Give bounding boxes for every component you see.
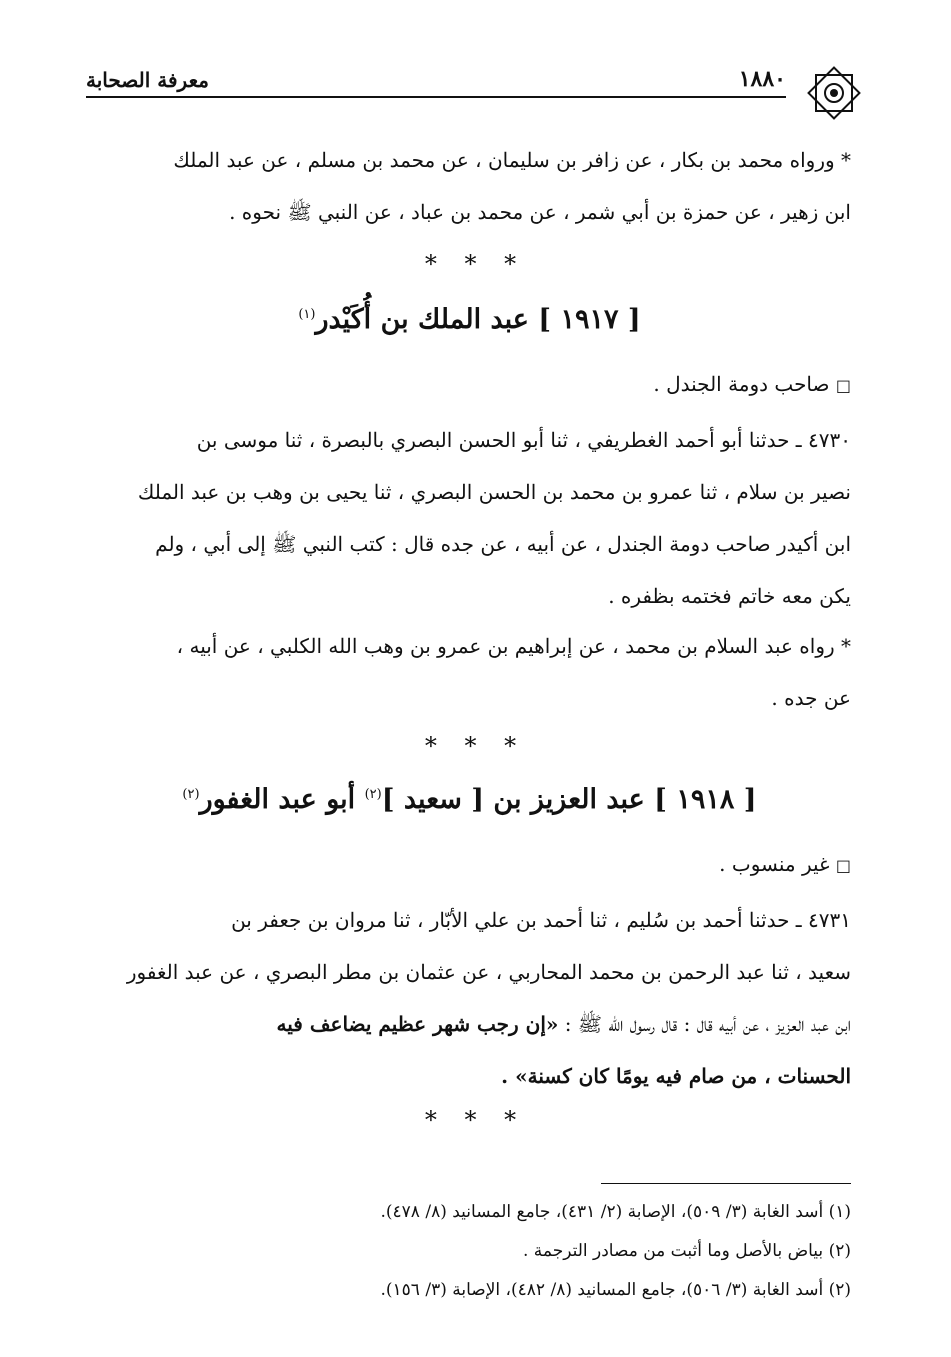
text-line: * ورواه محمد بن بكار ، عن زافر بن سليمان ، عن محمد بن مسلم ، عن عبد الملك — [173, 148, 851, 172]
separator-stars: * * * — [424, 732, 527, 760]
footnote-item: (٢) أسد الغابة (٣/ ٥٠٦)، جامع المسانيد (٨/ ٤٨٢)، الإصابة (٣/ ١٥٦). — [380, 1280, 851, 1300]
descriptor-text: غير منسوب . — [719, 852, 830, 876]
entry-descriptor — [88, 358, 851, 412]
hadith-4731 — [88, 894, 851, 1102]
text-line: عن جده . — [771, 686, 851, 710]
separator-stars: * * * — [424, 1106, 527, 1134]
footnote-marker: (١) — [298, 307, 316, 322]
text-line — [88, 998, 851, 1050]
footnote-marker: (٢) — [182, 787, 200, 802]
square-bullet-icon: □ — [835, 856, 851, 875]
footnote-item: (٢) بياض بالأصل وما أثبت من مصادر الترجمة . — [522, 1241, 851, 1261]
text-line: سعيد ، ثنا عبد الرحمن بن محمد المحاربي ، عن عثمان بن مطر البصري ، عن عبد الغفور — [126, 960, 851, 984]
prophetic-saying: «إن رجب شهر عظيم يضاعف فيه — [276, 1012, 559, 1036]
square-bullet-icon: □ — [835, 376, 851, 395]
entry-heading-kunya: أبو عبد الغفور — [199, 784, 365, 815]
text-line: ابن أكيدر صاحب دومة الجندل ، عن أبيه ، عن جده قال : كتب النبي ﷺ إلى أبي ، ولم — [155, 532, 851, 556]
text-line: يكن معه خاتم فختمه بظفره . — [608, 584, 851, 608]
entry-heading-text: [ ١٩١٧ ] عبد الملك بن أُكَيْدر — [315, 304, 641, 335]
footnote-marker: (٢) — [364, 787, 382, 802]
ornament-star-icon — [803, 62, 865, 124]
page-number: ١٨٨٠ — [738, 66, 786, 92]
footnote-rule — [601, 1183, 851, 1184]
continuation-paragraph — [88, 134, 851, 238]
hadith-4730 — [88, 414, 851, 622]
entry-heading-1917 — [88, 304, 851, 335]
text-line: ٤٧٣٠ ـ حدثنا أبو أحمد الغطريفي ، ثنا أبو الحسن البصري بالبصرة ، ثنا موسى بن — [196, 428, 851, 452]
footnotes — [88, 1193, 851, 1310]
separator-stars: * * * — [424, 250, 527, 278]
text-line: نصير بن سلام ، ثنا عمرو بن محمد بن الحسن البصري ، ثنا يحيى بن وهب بن عبد الملك — [137, 480, 851, 504]
descriptor-text: صاحب دومة الجندل . — [653, 372, 830, 396]
footnote-item: (١) أسد الغابة (٣/ ٥٠٩)، الإصابة (٢/ ٤٣١)، جامع المسانيد (٨/ ٤٧٨). — [380, 1202, 851, 1222]
entry-heading-text: [ ١٩١٨ ] عبد العزيز بن [ سعيد ] — [381, 784, 757, 815]
text-line: * رواه عبد السلام بن محمد ، عن إبراهيم بن عمرو بن وهب الله الكلبي ، عن أبيه ، — [176, 634, 851, 658]
text-line: ٤٧٣١ ـ حدثنا أحمد بن سُليم ، ثنا أحمد بن علي الأبّار ، ثنا مروان بن جعفر بن — [231, 908, 851, 932]
entry-heading-1918 — [88, 784, 851, 815]
prophetic-saying: الحسنات ، من صام فيه يومًا كان كسنة» . — [501, 1064, 851, 1088]
page-header — [86, 52, 786, 98]
entry-descriptor — [88, 838, 851, 892]
narration-note — [88, 620, 851, 724]
book-title: معرفة الصحابة — [86, 68, 209, 92]
text-span: ابن عبد العزيز ، عن أبيه قال : قال رسول الله ﷺ : — [558, 1012, 851, 1036]
text-line: ابن زهير ، عن حمزة بن أبي شمر ، عن محمد بن عباد ، عن النبي ﷺ نحوه . — [229, 200, 851, 224]
